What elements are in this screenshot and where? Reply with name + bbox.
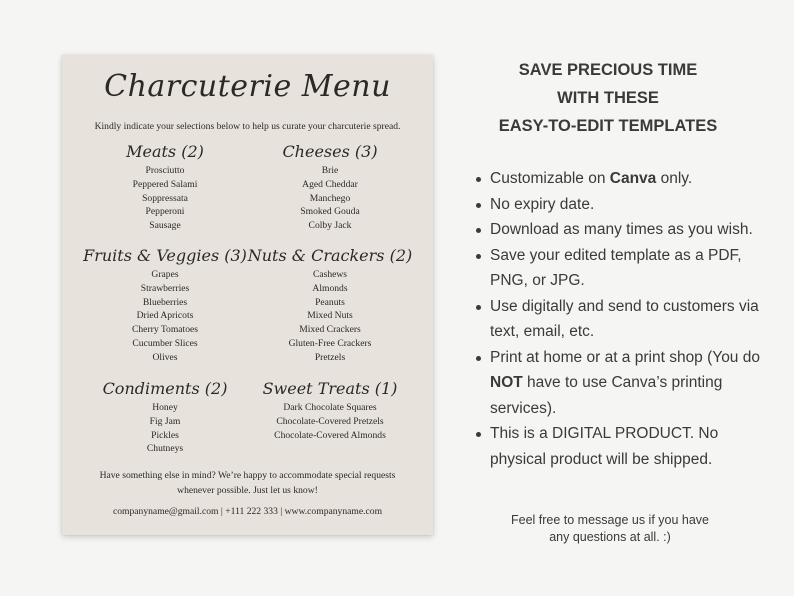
menu-item: Strawberries bbox=[140, 282, 190, 294]
section-heading: Nuts & Crackers (2) bbox=[247, 246, 413, 265]
headline-line: EASY-TO-EDIT TEMPLATES bbox=[498, 117, 718, 135]
menu-item: Soppressata bbox=[142, 192, 188, 204]
feature-text: This is a DIGITAL PRODUCT. No physical product will be shipped. bbox=[490, 425, 719, 468]
menu-item: Grapes bbox=[151, 269, 179, 280]
menu-item: Almonds bbox=[312, 282, 348, 294]
menu-item: Brie bbox=[321, 165, 339, 176]
feature-emphasis: NOT bbox=[490, 374, 523, 391]
contact-info: companyname@gmail.com | +111 222 333 | www.companyname.com bbox=[112, 506, 383, 517]
feature-text: No expiry date. bbox=[490, 195, 595, 213]
feature-item bbox=[475, 243, 775, 294]
feature-item bbox=[475, 345, 775, 422]
feature-text: have to use Canva’s printing services). bbox=[490, 374, 723, 417]
closing-message bbox=[470, 512, 750, 546]
menu-item: Smoked Gouda bbox=[300, 206, 360, 218]
feature-text: only. bbox=[656, 170, 693, 187]
menu-item: Aged Cheddar bbox=[302, 178, 358, 190]
menu-item: Pretzels bbox=[314, 351, 346, 363]
menu-item: Gluten-Free Crackers bbox=[288, 337, 372, 349]
menu-item: Sausage bbox=[149, 220, 181, 232]
feature-item bbox=[475, 166, 775, 192]
section-condiments bbox=[80, 377, 250, 456]
feature-item bbox=[475, 192, 775, 218]
menu-item: Cashews bbox=[312, 269, 348, 280]
menu-item: Cherry Tomatoes bbox=[131, 324, 199, 336]
feature-list bbox=[475, 166, 775, 472]
menu-item: Chocolate-Covered Pretzels bbox=[276, 415, 384, 427]
special-requests-note bbox=[62, 468, 433, 498]
menu-item: Pickles bbox=[151, 429, 179, 441]
menu-item: Manchego bbox=[309, 192, 351, 204]
feature-text: Download as many times as you wish. bbox=[490, 221, 753, 238]
note-line: Have something else in mind? We’re happy to accommodate special requests bbox=[99, 470, 396, 481]
section-heading: Fruits & Veggies (3) bbox=[83, 246, 247, 265]
menu-item: Olives bbox=[152, 351, 178, 363]
feature-item bbox=[475, 294, 775, 345]
menu-item: Pepperoni bbox=[145, 206, 185, 218]
menu-item: Chocolate-Covered Almonds bbox=[274, 429, 386, 441]
menu-item: Cucumber Slices bbox=[132, 337, 198, 349]
menu-item: Chutneys bbox=[146, 443, 184, 455]
promo-headline bbox=[455, 56, 761, 140]
menu-item: Dried Apricots bbox=[136, 310, 194, 322]
section-heading: Meats (2) bbox=[126, 142, 204, 161]
menu-intro: Kindly indicate your selections below to help us curate your charcuterie spread. bbox=[94, 121, 401, 132]
section-sweet-treats bbox=[245, 377, 415, 442]
section-heading: Sweet Treats (1) bbox=[262, 379, 398, 398]
menu-card bbox=[62, 55, 433, 535]
menu-item: Fig Jam bbox=[149, 415, 181, 427]
closing-line: Feel free to message us if you have bbox=[510, 513, 710, 527]
menu-item: Prosciutto bbox=[145, 165, 185, 176]
menu-item: Mixed Nuts bbox=[307, 310, 353, 322]
menu-item: Mixed Crackers bbox=[299, 324, 361, 336]
section-heading: Cheeses (3) bbox=[282, 142, 378, 161]
menu-item: Blueberries bbox=[142, 296, 188, 308]
feature-item bbox=[475, 421, 775, 472]
feature-emphasis: Canva bbox=[609, 170, 657, 187]
note-line: whenever possible. Just let us know! bbox=[177, 485, 318, 496]
headline-line: SAVE PRECIOUS TIME bbox=[518, 61, 698, 79]
closing-line: any questions at all. :) bbox=[549, 530, 671, 544]
menu-item: Dark Chocolate Squares bbox=[283, 402, 377, 413]
feature-text: Print at home or at a print shop (You do bbox=[490, 348, 760, 366]
menu-item: Colby Jack bbox=[308, 220, 352, 232]
section-fruits-veggies bbox=[80, 244, 250, 365]
feature-text: Use digitally and send to customers via text, email, etc. bbox=[490, 297, 759, 340]
feature-item bbox=[475, 217, 775, 243]
section-meats bbox=[80, 140, 250, 233]
section-nuts-crackers bbox=[245, 244, 415, 365]
headline-line: WITH THESE bbox=[557, 89, 659, 107]
section-cheeses bbox=[245, 140, 415, 233]
feature-text: Customizable on bbox=[490, 170, 610, 187]
feature-text: Save your edited template as a PDF, PNG, or JPG. bbox=[490, 246, 742, 289]
section-heading: Condiments (2) bbox=[102, 379, 228, 398]
menu-title: Charcuterie Menu bbox=[104, 69, 391, 104]
menu-item: Peanuts bbox=[315, 296, 345, 308]
menu-item: Honey bbox=[152, 402, 178, 413]
menu-item: Peppered Salami bbox=[132, 178, 198, 190]
